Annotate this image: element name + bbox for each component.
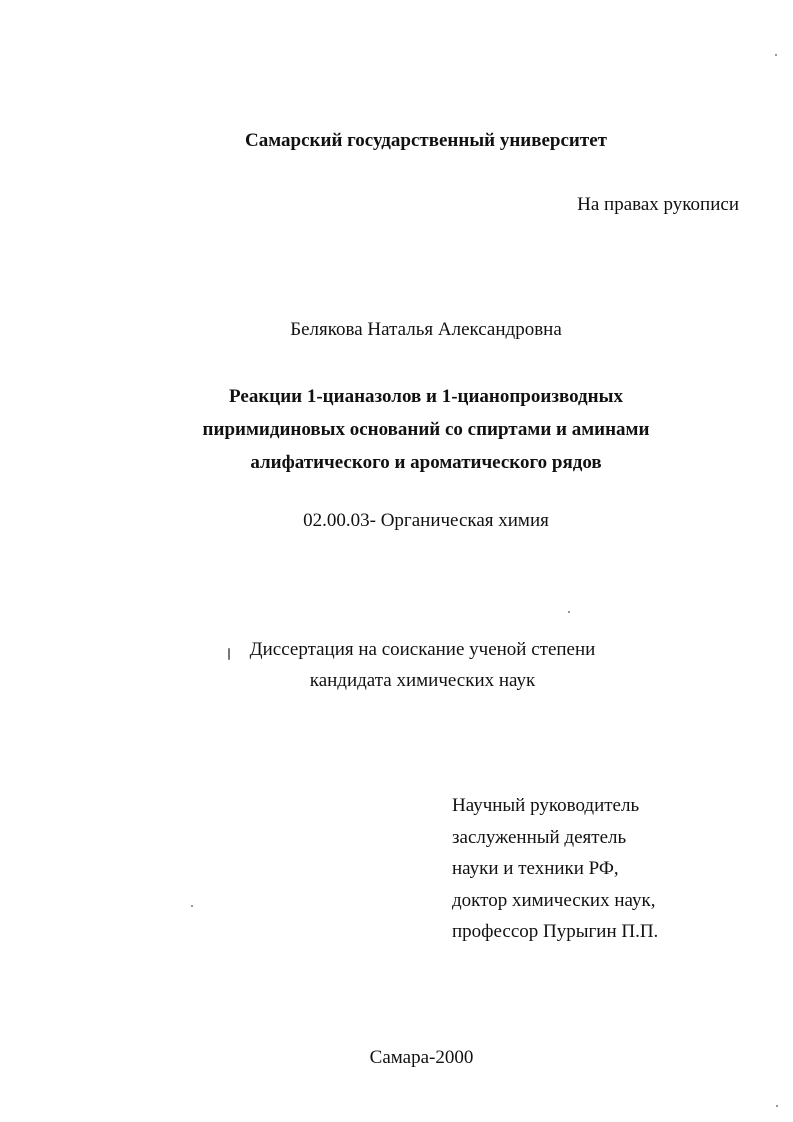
scan-speck [776,1105,778,1107]
title-line: Реакции 1-цианазолов и 1-цианопроизводных [229,386,623,407]
university-name: Самарский государственный университет [245,130,607,151]
advisor-line: доктор химических наук, [452,889,656,911]
degree-line: Диссертация на соискание ученой степени [249,639,596,660]
specialty-code: 02.00.03- Органическая химия [303,510,549,531]
title-line: пиримидиновых оснований со спиртами и аминами [202,419,650,440]
scan-speck [568,611,570,613]
advisor-line: профессор Пурыгин П.П. [452,921,659,942]
advisor-line: заслуженный деятель [452,826,627,848]
advisor-line: Научный руководитель [452,795,640,816]
scientific-advisor [452,790,658,948]
advisor-line: науки и техники РФ, [452,858,619,879]
scan-speck [775,54,777,56]
city-year: Самара-2000 [369,1047,474,1068]
scan-speck [191,905,193,907]
title-line: алифатического и ароматического рядов [250,452,602,473]
author-name: Белякова Наталья Александровна [290,319,562,340]
manuscript-note: На правах рукописи [577,194,739,215]
scan-speck [228,648,230,660]
degree-statement [0,634,793,696]
degree-line: кандидата химических наук [309,670,536,691]
dissertation-title [0,380,793,479]
